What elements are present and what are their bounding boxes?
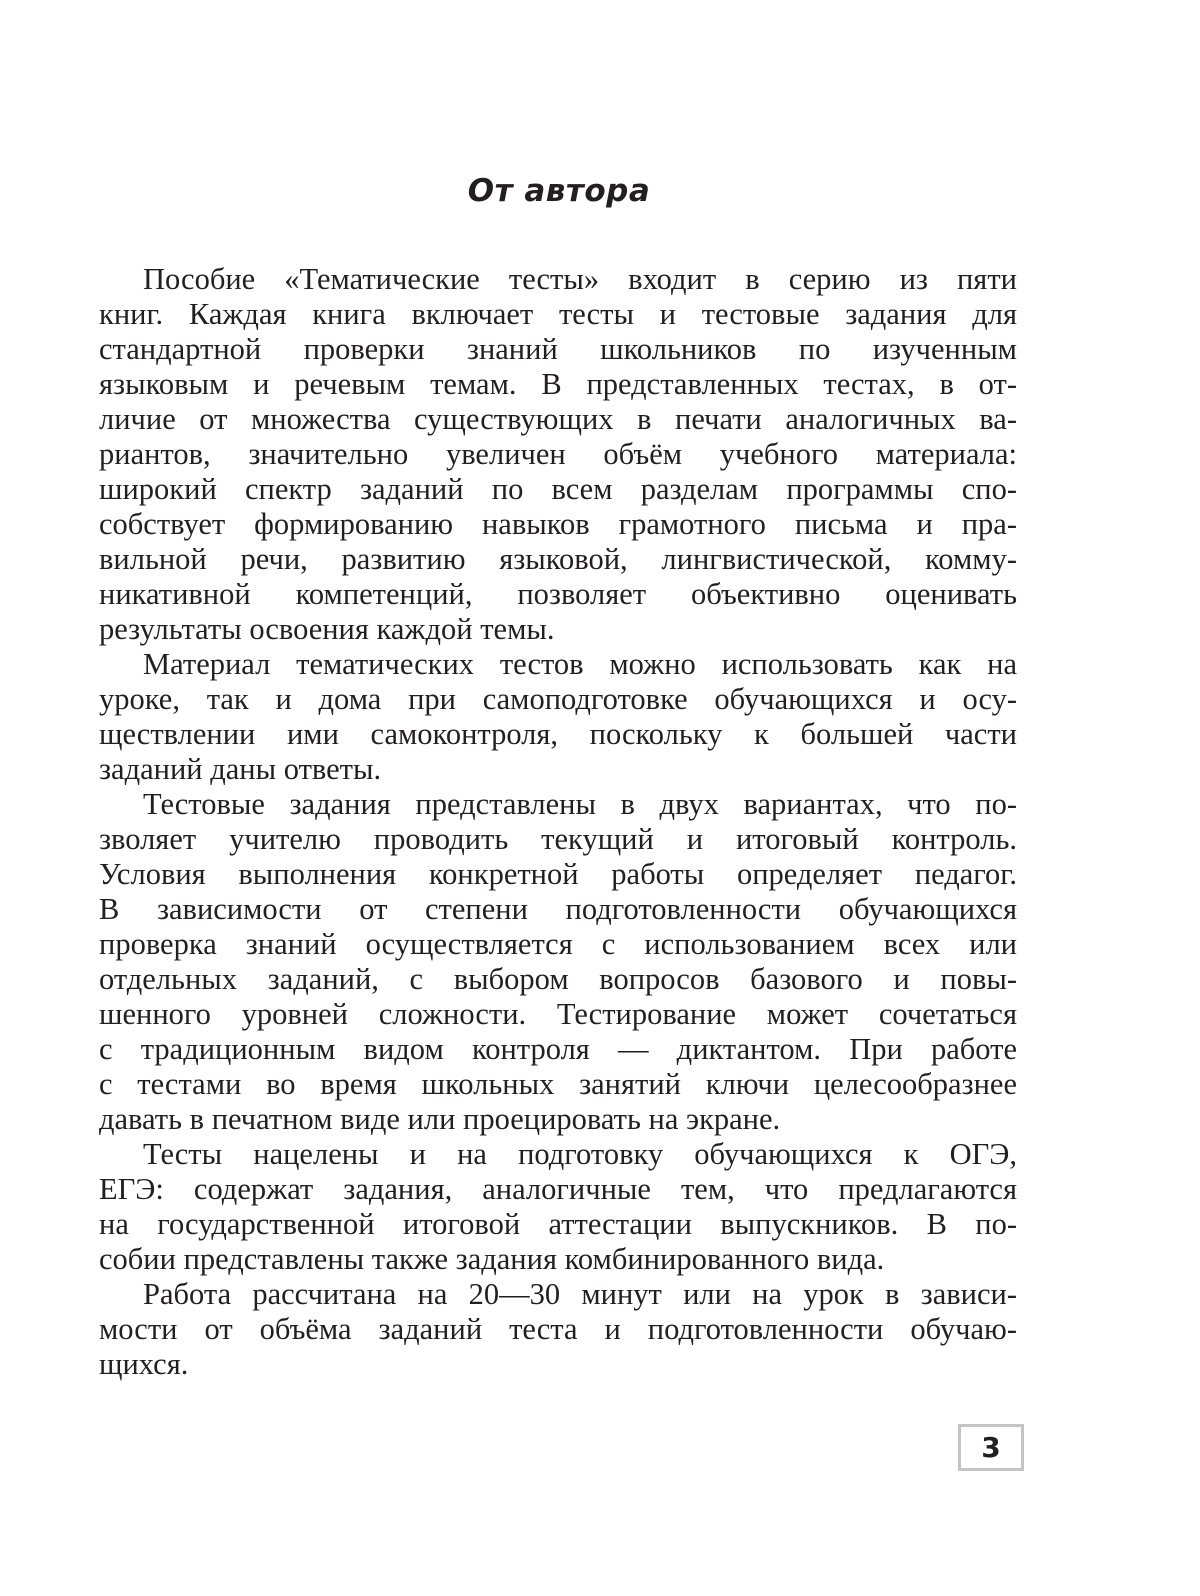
text-line: результаты освоения каждой темы. <box>99 612 555 646</box>
text-line: щихся. <box>99 1347 189 1381</box>
text-line: В зависимости от степени подготовленности обучающихся <box>99 892 1017 926</box>
text-line: заданий даны ответы. <box>99 752 382 786</box>
text-line: ЕГЭ: содержат задания, аналогичные тем, что предлагаются <box>99 1172 1017 1206</box>
text-line: Условия выполнения конкретной работы определяет педагог. <box>99 857 1017 891</box>
text-line: риантов, значительно увеличен объём учебного материала: <box>99 437 1017 471</box>
paragraph-2 <box>99 647 1017 787</box>
text-line: книг. Каждая книга включает тесты и тестовые задания для <box>99 297 1017 331</box>
paragraph-3 <box>99 787 1017 1137</box>
text-line: с традиционным видом контроля — диктантом. При работе <box>99 1032 1017 1066</box>
text-line: Тестовые задания представлены в двух вариантах, что по- <box>143 787 1017 821</box>
page-number: 3 <box>981 1430 1001 1464</box>
text-line: на государственной итоговой аттестации выпускников. В по- <box>99 1207 1017 1241</box>
text-line: вильной речи, развитию языковой, лингвистической, комму- <box>99 542 1017 576</box>
text-line: давать в печатном виде или проецировать на экране. <box>99 1102 781 1136</box>
paragraph-5 <box>99 1277 1017 1382</box>
paragraph-4 <box>99 1137 1017 1277</box>
text-line: Материал тематических тестов можно использовать как на <box>143 647 1017 681</box>
text-line: широкий спектр заданий по всем разделам программы спо- <box>99 472 1017 506</box>
text-line: шенного уровней сложности. Тестирование может сочетаться <box>99 997 1017 1031</box>
text-line: Пособие «Тематические тесты» входит в серию из пяти <box>143 262 1017 296</box>
text-line: отдельных заданий, с выбором вопросов базового и повы- <box>99 962 1017 996</box>
text-line: личие от множества существующих в печати аналогичных ва- <box>99 402 1017 436</box>
text-line: Тесты нацелены и на подготовку обучающихся к ОГЭ, <box>143 1137 1017 1171</box>
text-line: собии представлены также задания комбинированного вида. <box>99 1242 885 1276</box>
text-line: проверка знаний осуществляется с использованием всех или <box>99 927 1017 961</box>
text-line: ществлении ими самоконтроля, поскольку к большей части <box>99 717 1017 751</box>
text-line: языковым и речевым темам. В представленных тестах, в от- <box>99 367 1017 401</box>
text-line: с тестами во время школьных занятий ключи целесообразнее <box>99 1067 1017 1101</box>
text-line: мости от объёма заданий теста и подготовленности обучаю- <box>99 1312 1017 1346</box>
paragraph-1 <box>99 262 1017 647</box>
page-title: От автора <box>467 173 651 209</box>
page-number-box <box>958 1424 1024 1471</box>
body-text <box>99 262 1017 1382</box>
text-line: собствует формированию навыков грамотного письма и пра- <box>99 507 1017 541</box>
text-line: стандартной проверки знаний школьников по изученным <box>99 332 1017 366</box>
text-line: зволяет учителю проводить текущий и итоговый контроль. <box>99 822 1017 856</box>
text-line: уроке, так и дома при самоподготовке обучающихся и осу- <box>99 682 1017 716</box>
text-line: Работа рассчитана на 20—30 минут или на урок в зависи- <box>143 1277 1017 1311</box>
text-line: никативной компетенций, позволяет объективно оценивать <box>99 577 1017 611</box>
